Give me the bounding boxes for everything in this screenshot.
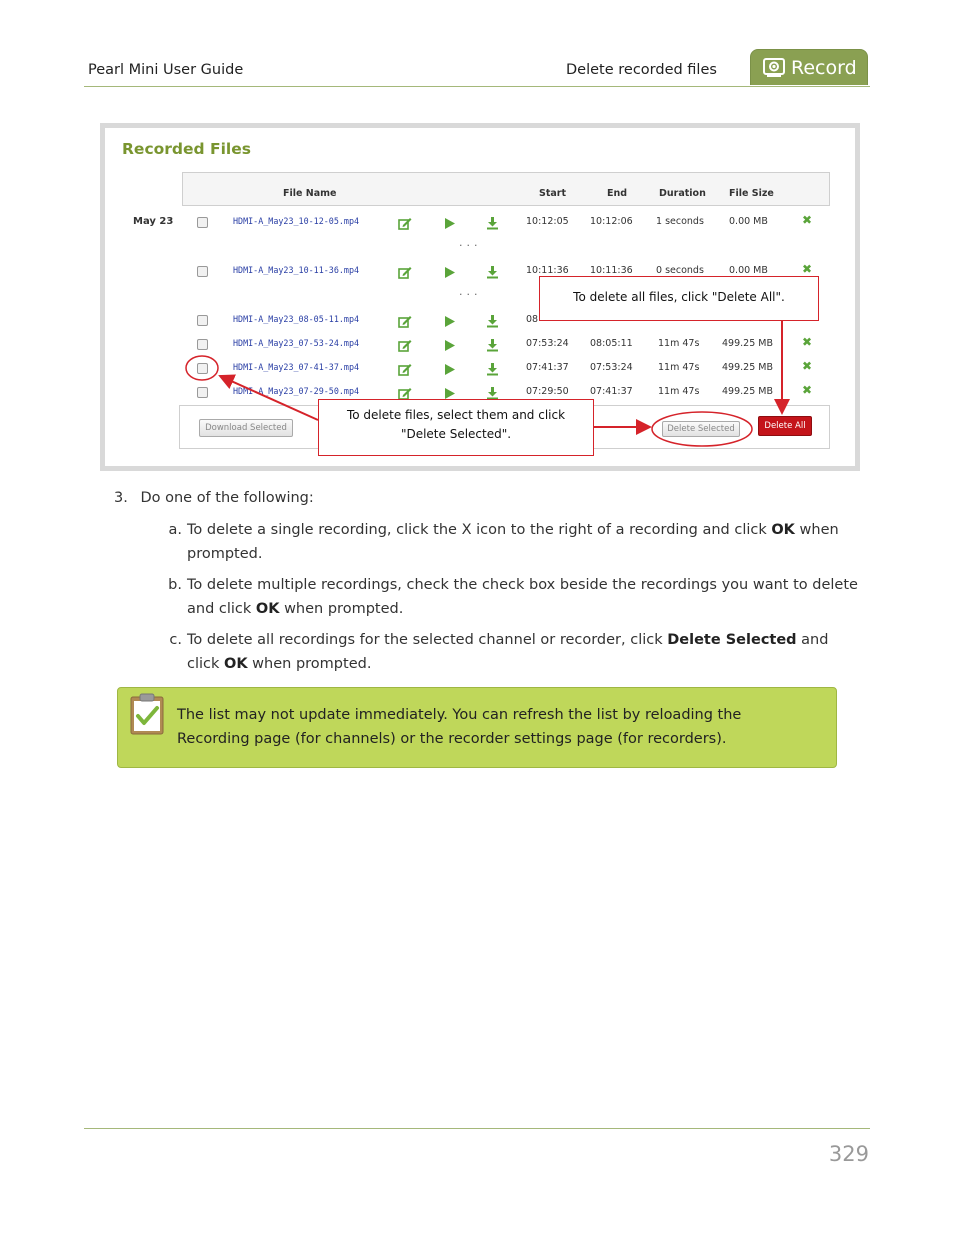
callout-delete-files: To delete files, select them and click "Delete Selected". <box>318 399 594 456</box>
arrow-to-checkbox <box>220 376 318 420</box>
annotation-overlay <box>105 128 855 466</box>
col-file-size: File Size <box>729 188 774 199</box>
recorded-files-title: Recorded Files <box>122 140 251 158</box>
delete-icon[interactable]: ✖ <box>802 213 813 227</box>
substep-text: To delete a single recording, click the X icon to the right of a recording and click OK when prompted. <box>187 522 839 562</box>
file-size: 0.00 MB <box>729 216 768 227</box>
delete-all-button[interactable]: Delete All <box>758 416 812 436</box>
start-time: 08 <box>526 314 539 325</box>
callout-delete-all: To delete all files, click "Delete All". <box>539 276 819 321</box>
checkbox-highlight-circle <box>186 356 218 380</box>
file-name-link[interactable]: HDMI-A_May23_10-11-36.mp4 <box>233 265 360 275</box>
record-icon <box>763 58 785 78</box>
section-title: Delete recorded files <box>566 62 717 78</box>
file-name-link[interactable]: HDMI-A_May23_08-05-11.mp4 <box>233 314 360 324</box>
recorded-files-screenshot <box>100 123 860 471</box>
file-name-link[interactable]: HDMI-A_May23_07-29-50.mp4 <box>233 386 360 396</box>
end-time: 08:05:11 <box>590 338 633 349</box>
col-start: Start <box>539 188 567 199</box>
start-time: 07:29:50 <box>526 386 569 397</box>
duration: 0 seconds <box>656 265 704 276</box>
start-time: 10:12:05 <box>526 216 569 227</box>
note-box <box>117 687 837 768</box>
delete-icon[interactable]: ✖ <box>802 359 813 373</box>
start-time: 07:53:24 <box>526 338 569 349</box>
end-time: 07:41:37 <box>590 386 633 397</box>
duration: 11m 47s <box>658 338 700 349</box>
duration: 11m 47s <box>658 362 700 373</box>
file-size: 499.25 MB <box>722 338 773 349</box>
delete-selected-button[interactable]: Delete Selected <box>662 421 740 437</box>
step-3 <box>114 490 314 506</box>
substep-letter: a. <box>168 522 182 538</box>
note-text: The list may not update immediately. You can refresh the list by reloading the Recording page (for channels) or the recorder settings page (for recorders). <box>177 707 742 747</box>
record-tab-label: Record <box>791 56 857 79</box>
col-file-name: File Name <box>283 188 337 199</box>
col-end: End <box>607 188 628 199</box>
file-name-link[interactable]: HDMI-A_May23_07-41-37.mp4 <box>233 362 360 372</box>
end-time: 07:53:24 <box>590 362 633 373</box>
step-number: 3. <box>114 490 128 506</box>
start-time: 07:41:37 <box>526 362 569 373</box>
delete-selected-highlight-circle <box>652 412 752 446</box>
delete-icon[interactable]: ✖ <box>802 383 813 397</box>
substep-letter: b. <box>168 577 182 593</box>
date-group-label: May 23 <box>133 216 174 227</box>
delete-icon[interactable]: ✖ <box>802 335 813 349</box>
ellipsis: ... <box>459 236 482 249</box>
delete-icon[interactable]: ✖ <box>802 262 813 276</box>
duration: 11m 47s <box>658 386 700 397</box>
guide-title: Pearl Mini User Guide <box>88 62 244 78</box>
start-time: 10:11:36 <box>526 265 569 276</box>
download-selected-button[interactable]: Download Selected <box>199 419 293 437</box>
file-name-link[interactable]: HDMI-A_May23_10-12-05.mp4 <box>233 216 360 226</box>
substep-text: To delete multiple recordings, check the check box beside the recordings you want to delete and click OK when prompted. <box>187 577 858 617</box>
footer-rule <box>84 1128 870 1129</box>
col-duration: Duration <box>659 188 706 199</box>
file-name-link[interactable]: HDMI-A_May23_07-53-24.mp4 <box>233 338 360 348</box>
file-size: 0.00 MB <box>729 265 768 276</box>
file-size: 499.25 MB <box>722 362 773 373</box>
substep-text: To delete all recordings for the selected channel or recorder, click Delete Selected and click OK when prompted. <box>187 632 829 672</box>
duration: 1 seconds <box>656 216 704 227</box>
end-time: 10:12:06 <box>590 216 633 227</box>
file-size: 499.25 MB <box>722 386 773 397</box>
page-number: 329 <box>828 1142 869 1166</box>
step-text: Do one of the following: <box>140 490 314 506</box>
header-rule <box>84 86 870 87</box>
record-tab <box>750 49 868 85</box>
end-time: 10:11:36 <box>590 265 633 276</box>
substep-letter: c. <box>169 632 182 648</box>
ellipsis: ... <box>459 285 482 298</box>
clipboard-check-icon <box>129 692 165 736</box>
